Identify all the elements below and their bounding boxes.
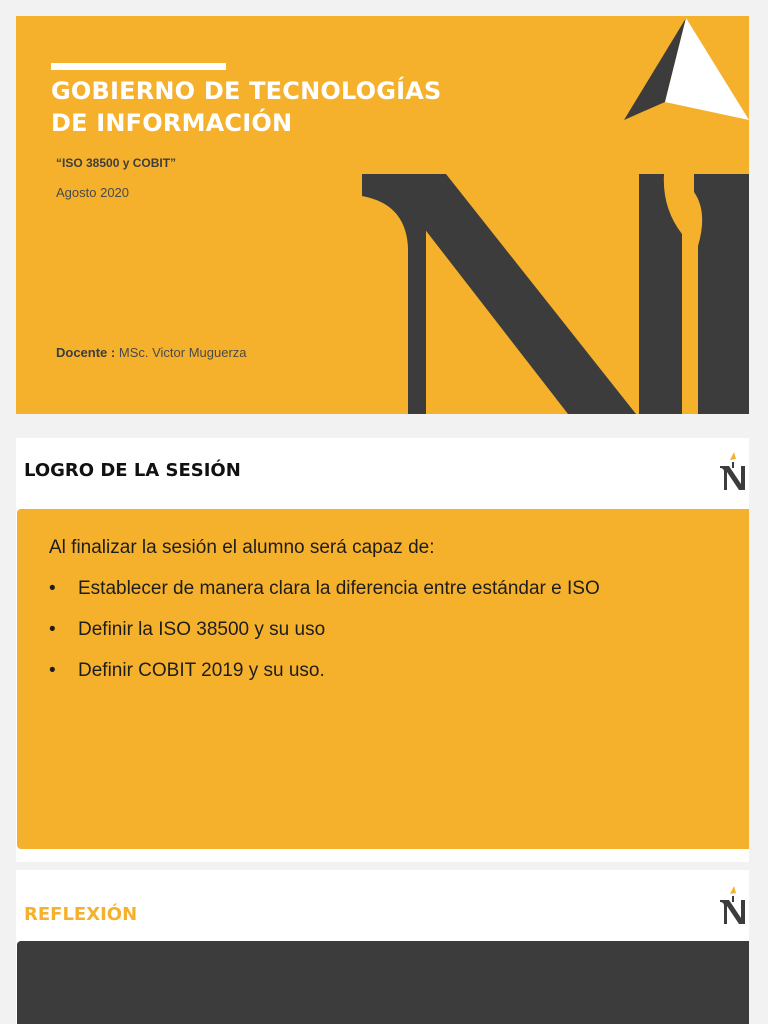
title-line-1: GOBIERNO DE TECNOLOGÍAS xyxy=(51,77,442,105)
reflection-panel xyxy=(17,941,749,1024)
presentation-date: Agosto 2020 xyxy=(56,185,130,200)
teacher-line xyxy=(56,345,247,360)
goal-list xyxy=(49,577,600,700)
presentation-subtitle: “ISO 38500 y COBIT” xyxy=(56,156,177,170)
goal-item: • Definir COBIT 2019 y su uso. xyxy=(49,659,600,682)
section-title: LOGRO DE LA SESIÓN xyxy=(24,460,241,481)
university-n-logo-icon xyxy=(346,16,749,414)
teacher-name: MSc. Victor Muguerza xyxy=(118,345,247,360)
reflection-slide xyxy=(16,870,749,1024)
session-goal-slide xyxy=(16,438,749,862)
goal-panel xyxy=(17,509,749,849)
university-n-logo-icon xyxy=(718,450,748,492)
section-title: REFLEXIÓN xyxy=(24,904,138,925)
goal-item: • Definir la ISO 38500 y su uso xyxy=(49,618,600,641)
goal-intro: Al finalizar la sesión el alumno será capaz de: xyxy=(49,537,435,558)
teacher-label: Docente : xyxy=(56,345,116,360)
university-n-logo-icon xyxy=(718,884,748,926)
title-line-2: DE INFORMACIÓN xyxy=(51,109,293,137)
title-accent-bar xyxy=(51,63,226,70)
title-slide xyxy=(16,16,749,414)
goal-item: • Establecer de manera clara la diferencia entre estándar e ISO xyxy=(49,577,600,600)
